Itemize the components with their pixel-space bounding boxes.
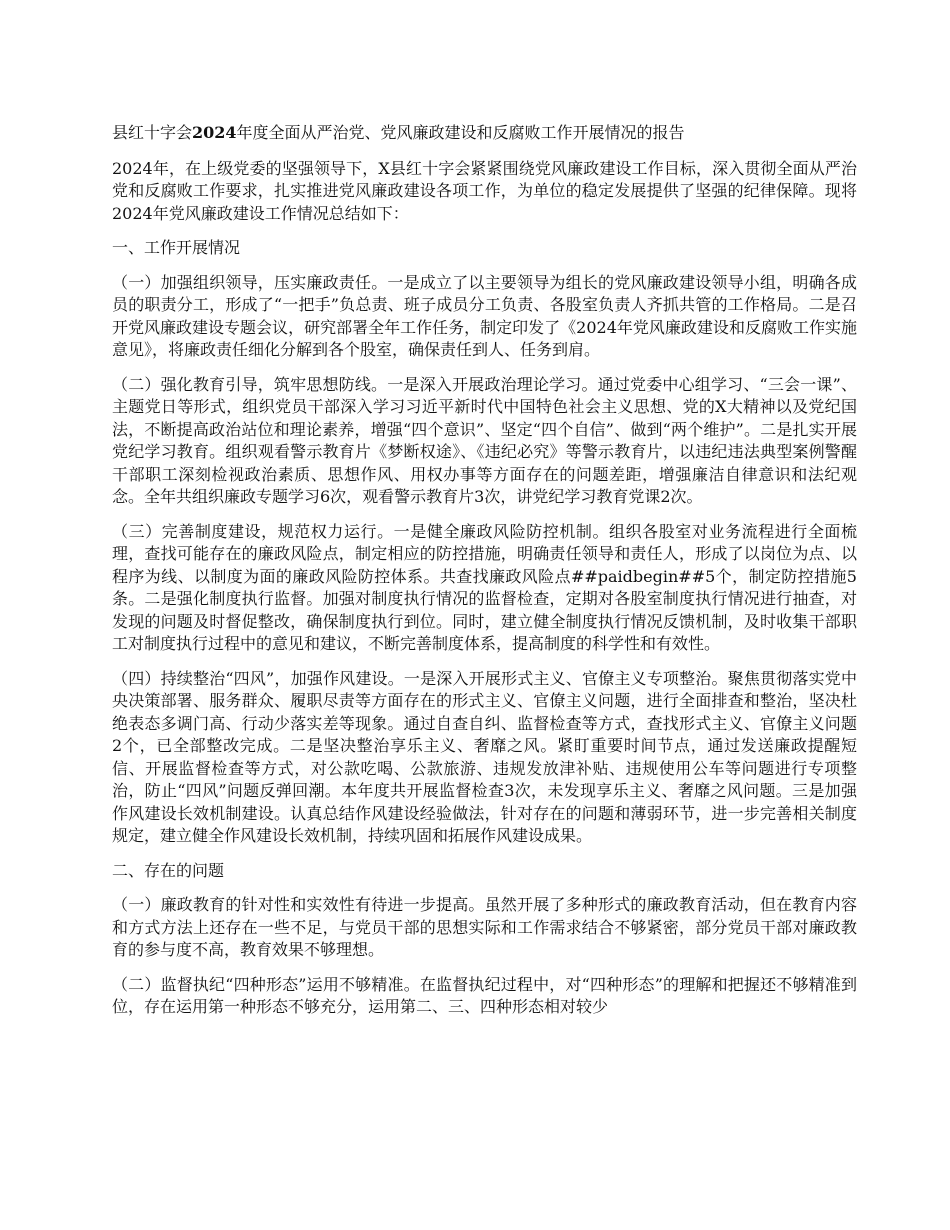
section-heading-work: 一、工作开展情况 <box>112 238 241 257</box>
report-title <box>112 122 857 145</box>
title-suffix: 年度全面从严治党、党风廉政建设和反腐败工作开展情况的报告 <box>236 123 685 142</box>
paragraph-four-styles: （四）持续整治“四风”，加强作风建设。一是深入开展形式主义、官僚主义专项整治。聚焦贯彻落实党中央决策部署、服务群众、履职尽责等方面存在的形式主义、官僚主义问题，进行全面排查和整治，坚决杜绝表态多调门高、行动少落实差等现象。通过自查自纠、监督检查等方式，查找形式主义、官僚主义问题2个，已全部整改完成。二是坚决整治享乐主义、奢靡之风。紧盯重要时间节点，通过发送廉政提醒短信、开展监督检查等方式，对公款吃喝、公款旅游、违规发放津补贴、违规使用公车等问题进行专项整治，防止“四风”问题反弹回潮。本年度共开展监督检查3次，未发现享乐主义、奢靡之风问题。三是加强作风建设长效机制建设。认真总结作风建设经验做法，针对存在的问题和薄弱环节，进一步完善相关制度规定，建立健全作风建设长效机制，持续巩固和拓展作风建设成果。 <box>112 668 857 845</box>
document-page <box>112 122 857 1031</box>
intro-paragraph: 2024年，在上级党委的坚强领导下，X县红十字会紧紧围绕党风廉政建设工作目标，深入贯彻全面从严治党和反腐败工作要求，扎实推进党风廉政建设各项工作，为单位的稳定发展提供了坚强的纪律保障。现将2024年党风廉政建设工作情况总结如下： <box>112 158 857 223</box>
paragraph-problem-education: （一）廉政教育的针对性和实效性有待进一步提高。虽然开展了多种形式的廉政教育活动，但在教育内容和方式方法上还存在一些不足，与党员干部的思想实际和工作需求结合不够紧密，部分党员干部对廉政教育的参与度不高，教育效果不够理想。 <box>112 895 857 959</box>
title-year: 2024 <box>192 123 237 142</box>
paragraph-organization-leadership: （一）加强组织领导，压实廉政责任。一是成立了以主要领导为组长的党风廉政建设领导小组，明确各成员的职责分工，形成了“一把手”负总责、班子成员分工负责、各股室负责人齐抓共管的工作格局。二是召开党风廉政建设专题会议，研究部署全年工作任务，制定印发了《2024年党风廉政建设和反腐败工作实施意见》，将廉政责任细化分解到各个股室，确保责任到人、任务到肩。 <box>112 272 857 359</box>
title-prefix: 县红十字会 <box>112 123 193 142</box>
paragraph-problem-supervision: （二）监督执纪“四种形态”运用不够精准。在监督执纪过程中，对“四种形态”的理解和把握还不够精准到位，存在运用第一种形态不够充分，运用第二、三、四种形态相对较少 <box>112 974 857 1016</box>
paragraph-education-guidance: （二）强化教育引导，筑牢思想防线。一是深入开展政治理论学习。通过党委中心组学习、“三会一课”、主题党日等形式，组织党员干部深入学习习近平新时代中国特色社会主义思想、党的X大精神以及党纪国法，不断提高政治站位和理论素养，增强“四个意识”、坚定“四个自信”、做到“两个维护”。二是扎实开展党纪学习教育。组织观看警示教育片《梦断权途》、《违纪必究》等警示教育片，以违纪违法典型案例警醒干部职工深刻检视政治素质、思想作风、用权办事等方面存在的问题差距，增强廉洁自律意识和法纪观念。全年共组织廉政专题学习6次，观看警示教育片3次，讲党纪学习教育党课2次。 <box>112 374 857 506</box>
section-heading-problems: 二、存在的问题 <box>112 860 225 880</box>
paragraph-system-building: （三）完善制度建设，规范权力运行。一是健全廉政风险防控机制。组织各股室对业务流程进行全面梳理，查找可能存在的廉政风险点，制定相应的防控措施，明确责任领导和责任人，形成了以岗位为点、以程序为线、以制度为面的廉政风险防控体系。共查找廉政风险点##paidbegin##5个，制定防控措施5条。二是强化制度执行监督。加强对制度执行情况的监督检查，定期对各股室制度执行情况进行抽查，对发现的问题及时督促整改，确保制度执行到位。同时，建立健全制度执行情况反馈机制，及时收集干部职工对制度执行过程中的意见和建议，不断完善制度体系，提高制度的科学性和有效性。 <box>112 521 857 653</box>
